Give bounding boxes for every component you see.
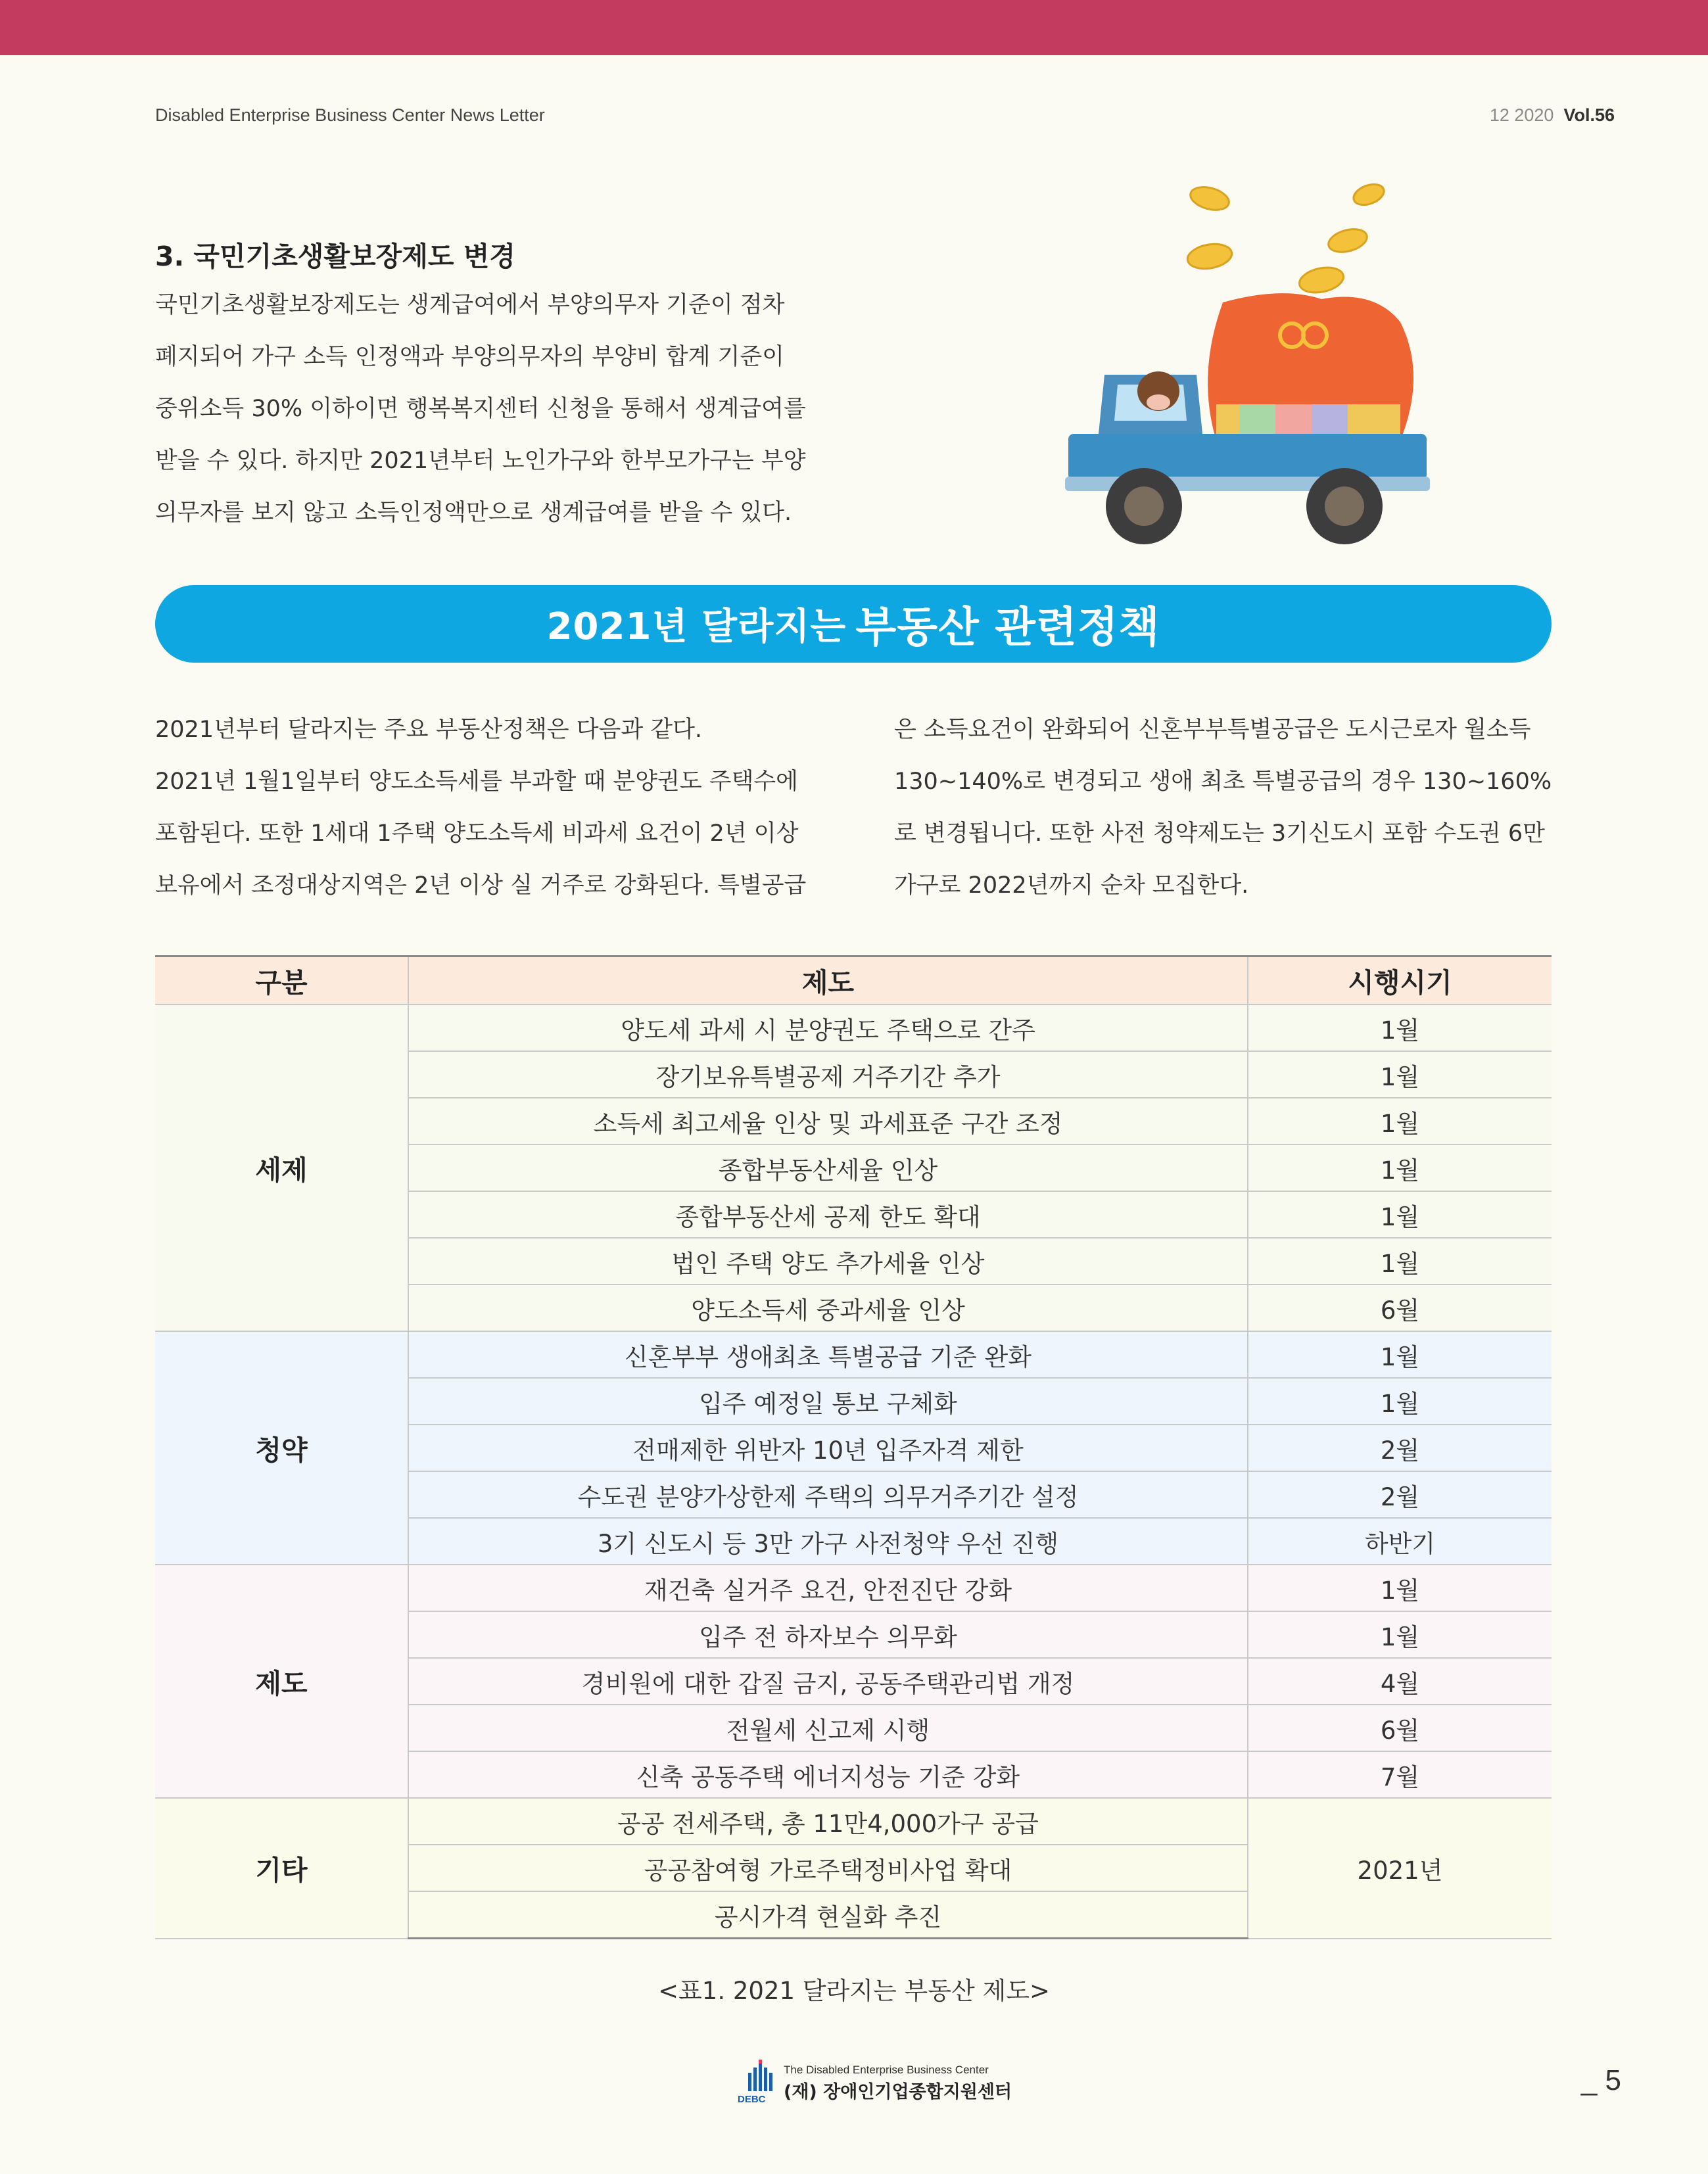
category-cell: 세제 <box>155 1004 408 1331</box>
category-cell: 기타 <box>155 1798 408 1939</box>
policy-cell: 공공 전세주택, 총 11만4,000가구 공급 <box>408 1798 1248 1845</box>
paragraph-line: 2021년 1월1일부터 양도소득세를 부과할 때 분양권도 주택수에 <box>155 768 798 795</box>
policy-cell: 신혼부부 생애최초 특별공급 기준 완화 <box>408 1331 1248 1378</box>
header-policy: 제도 <box>408 957 1248 1005</box>
newsletter-title: Disabled Enterprise Business Center News Letter <box>155 105 545 125</box>
policy-cell: 입주 전 하자보수 의무화 <box>408 1611 1248 1658</box>
policy-cell: 종합부동산세 공제 한도 확대 <box>408 1191 1248 1238</box>
policy-banner <box>155 585 1552 663</box>
policy-cell: 재건축 실거주 요건, 안전진단 강화 <box>408 1565 1248 1611</box>
paragraph-line: 포함된다. 또한 1세대 1주택 양도소득세 비과세 요건이 2년 이상 <box>155 820 799 847</box>
policy-cell: 법인 주택 양도 추가세율 인상 <box>408 1238 1248 1285</box>
timing-cell: 1월 <box>1248 1238 1552 1285</box>
paragraph-line: 로 변경됩니다. 또한 사전 청약제도는 3기신도시 포함 수도권 6만 <box>894 820 1545 847</box>
paragraph-line: 가구로 2022년까지 순차 모집한다. <box>894 872 1249 899</box>
issue-volume: Vol.56 <box>1563 105 1615 125</box>
table-row <box>155 1798 1552 1845</box>
logo-text: DEBC <box>738 2094 766 2105</box>
timing-cell: 1월 <box>1248 1098 1552 1145</box>
paragraph-line: 폐지되어 가구 소득 인정액과 부양의무자의 부양비 합계 기준이 <box>155 344 784 370</box>
timing-cell: 1월 <box>1248 1331 1552 1378</box>
banner-highlight: 부동산 관련정책 <box>855 603 1160 652</box>
policy-cell: 수도권 분양가상한제 주택의 의무거주기간 설정 <box>408 1471 1248 1518</box>
page-number: _ 5 <box>1580 2064 1621 2096</box>
paragraph-line: 보유에서 조정대상지역은 2년 이상 실 거주로 강화된다. 특별공급 <box>155 872 807 899</box>
timing-cell: 1월 <box>1248 1191 1552 1238</box>
money-truck-illustration <box>1006 158 1440 552</box>
paragraph-line: 중위소득 30% 이하이면 행복복지센터 신청을 통해서 생계급여를 <box>155 396 806 422</box>
table-caption: <표1. 2021 달라지는 부동산 제도> <box>658 1977 1050 2005</box>
table-row <box>155 1004 1552 1051</box>
paragraph-line: 130~140%로 변경되고 생애 최초 특별공급의 경우 130~160% <box>894 768 1552 795</box>
paragraph-line: 은 소득요건이 완화되어 신혼부부특별공급은 도시근로자 월소득 <box>894 717 1531 743</box>
org-name-ko: (재) 장애인기업종합지원센터 <box>784 2082 1012 2102</box>
timing-cell: 1월 <box>1248 1051 1552 1098</box>
header-timing: 시행시기 <box>1248 957 1552 1005</box>
policy-cell: 소득세 최고세율 인상 및 과세표준 구간 조정 <box>408 1098 1248 1145</box>
policy-cell: 양도소득세 중과세율 인상 <box>408 1285 1248 1331</box>
policy-cell: 전월세 신고제 시행 <box>408 1705 1248 1751</box>
table-row <box>155 1331 1552 1378</box>
timing-cell: 1월 <box>1248 1611 1552 1658</box>
top-color-bar <box>0 0 1708 55</box>
policy-cell: 공공참여형 가로주택정비사업 확대 <box>408 1845 1248 1891</box>
policy-cell: 장기보유특별공제 거주기간 추가 <box>408 1051 1248 1098</box>
intro-left-column <box>155 704 806 912</box>
timing-cell: 6월 <box>1248 1285 1552 1331</box>
issue-info <box>1490 105 1615 126</box>
policy-cell: 3기 신도시 등 3만 가구 사전청약 우선 진행 <box>408 1518 1248 1565</box>
paragraph-line: 받을 수 있다. 하지만 2021년부터 노인가구와 한부모가구는 부양 <box>155 448 806 474</box>
intro-right-column <box>894 704 1552 912</box>
timing-cell: 1월 <box>1248 1378 1552 1425</box>
policy-cell: 경비원에 대한 갑질 금지, 공동주택관리법 개정 <box>408 1658 1248 1705</box>
policy-cell: 공시가격 현실화 추진 <box>408 1891 1248 1939</box>
timing-cell: 4월 <box>1248 1658 1552 1705</box>
org-name-en: The Disabled Enterprise Business Center <box>784 2064 989 2076</box>
category-cell: 청약 <box>155 1331 408 1565</box>
paragraph-line: 국민기초생활보장제도는 생계급여에서 부양의무자 기준이 점차 <box>155 292 785 318</box>
timing-cell: 2월 <box>1248 1471 1552 1518</box>
policy-cell: 종합부동산세율 인상 <box>408 1145 1248 1191</box>
policy-cell: 신축 공동주택 에너지성능 기준 강화 <box>408 1751 1248 1798</box>
issue-date: 12 2020 <box>1489 105 1554 125</box>
timing-cell: 2월 <box>1248 1425 1552 1471</box>
timing-cell: 7월 <box>1248 1751 1552 1798</box>
timing-cell: 하반기 <box>1248 1518 1552 1565</box>
policy-cell: 양도세 과세 시 분양권도 주택으로 간주 <box>408 1004 1248 1051</box>
table-row <box>155 1565 1552 1611</box>
policy-cell: 입주 예정일 통보 구체화 <box>408 1378 1248 1425</box>
paragraph-line: 의무자를 보지 않고 소득인정액만으로 생계급여를 받을 수 있다. <box>155 500 792 526</box>
header-category: 구분 <box>155 957 408 1005</box>
timing-cell: 1월 <box>1248 1145 1552 1191</box>
paragraph-line: 2021년부터 달라지는 주요 부동산정책은 다음과 같다. <box>155 717 703 743</box>
section-paragraph <box>155 279 806 539</box>
policy-cell: 전매제한 위반자 10년 입주자격 제한 <box>408 1425 1248 1471</box>
category-cell: 제도 <box>155 1565 408 1798</box>
timing-cell: 1월 <box>1248 1004 1552 1051</box>
section-title: 3. 국민기초생활보장제도 변경 <box>155 241 515 272</box>
banner-prefix: 2021년 달라지는 <box>546 605 847 648</box>
timing-cell: 1월 <box>1248 1565 1552 1611</box>
timing-cell: 6월 <box>1248 1705 1552 1751</box>
policy-table <box>155 955 1552 1939</box>
timing-cell: 2021년 <box>1248 1798 1552 1939</box>
